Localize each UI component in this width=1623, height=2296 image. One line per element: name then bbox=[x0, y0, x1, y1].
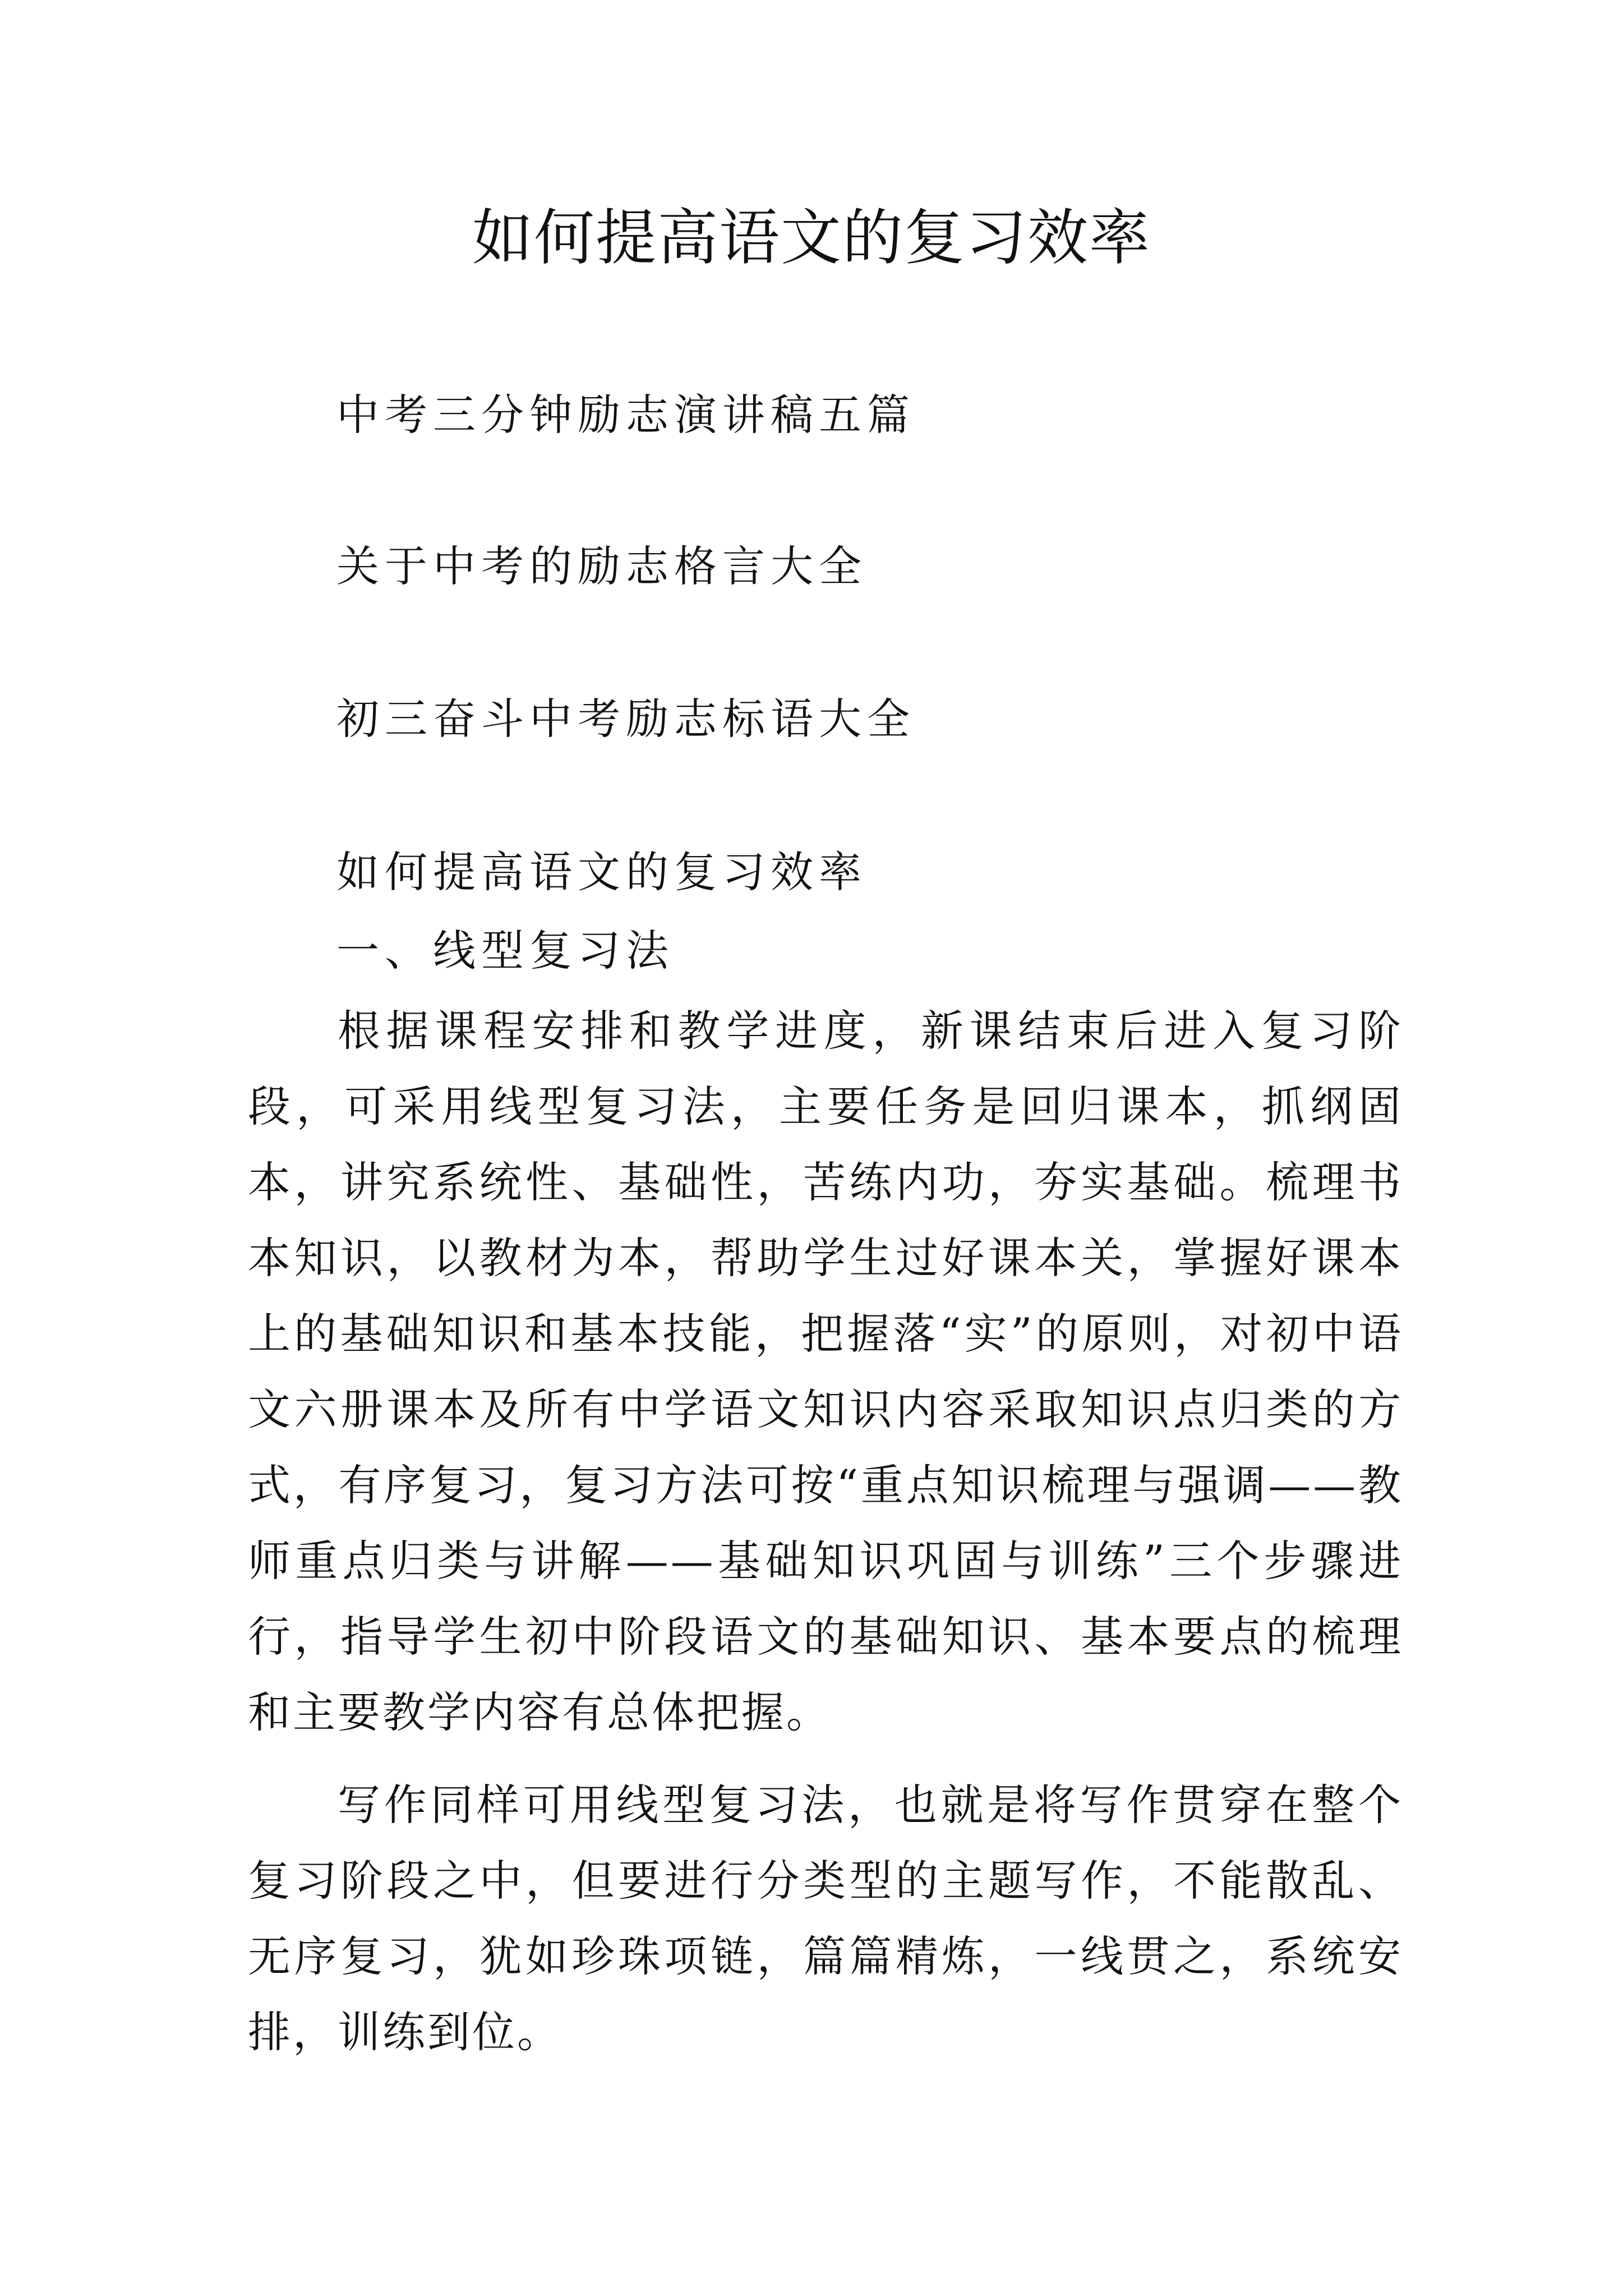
section-heading: 一、线型复习法 bbox=[336, 926, 674, 976]
related-link-1[interactable]: 中考三分钟励志演讲稿五篇 bbox=[336, 390, 915, 440]
related-link-3[interactable]: 初三奋斗中考励志标语大全 bbox=[336, 694, 915, 744]
body-paragraph-2: 写作同样可用线型复习法，也就是将写作贯穿在整个复习阶段之中，但要进行分类型的主题写作，不能散乱、无序复习，犹如珍珠项链，篇篇精炼，一线贯之，系统安排，训练到位。 bbox=[248, 1780, 1403, 2057]
document-title: 如何提高语文的复习效率 bbox=[472, 203, 1151, 273]
related-link-2[interactable]: 关于中考的励志格言大全 bbox=[336, 541, 867, 591]
article-title: 如何提高语文的复习效率 bbox=[336, 847, 867, 897]
body-paragraph-1: 根据课程安排和教学进度，新课结束后进入复习阶段，可采用线型复习法，主要任务是回归课本，抓纲固本，讲究系统性、基础性，苦练内功，夯实基础。梳理书本知识，以教材为本，帮助学生过好课本关，掌握好课本上的基础知识和基本技能，把握落“实”的原则，对初中语文六册课本及所有中学语文知识内容采取知识点归类的方式，有序复习，复习方法可按“重点知识梳理与强调——教师重点归类与讲解——基础知识巩固与训练”三个步骤进行，指导学生初中阶段语文的基础知识、基本要点的梳理和主要教学内容有总体把握。 bbox=[248, 1006, 1403, 1737]
